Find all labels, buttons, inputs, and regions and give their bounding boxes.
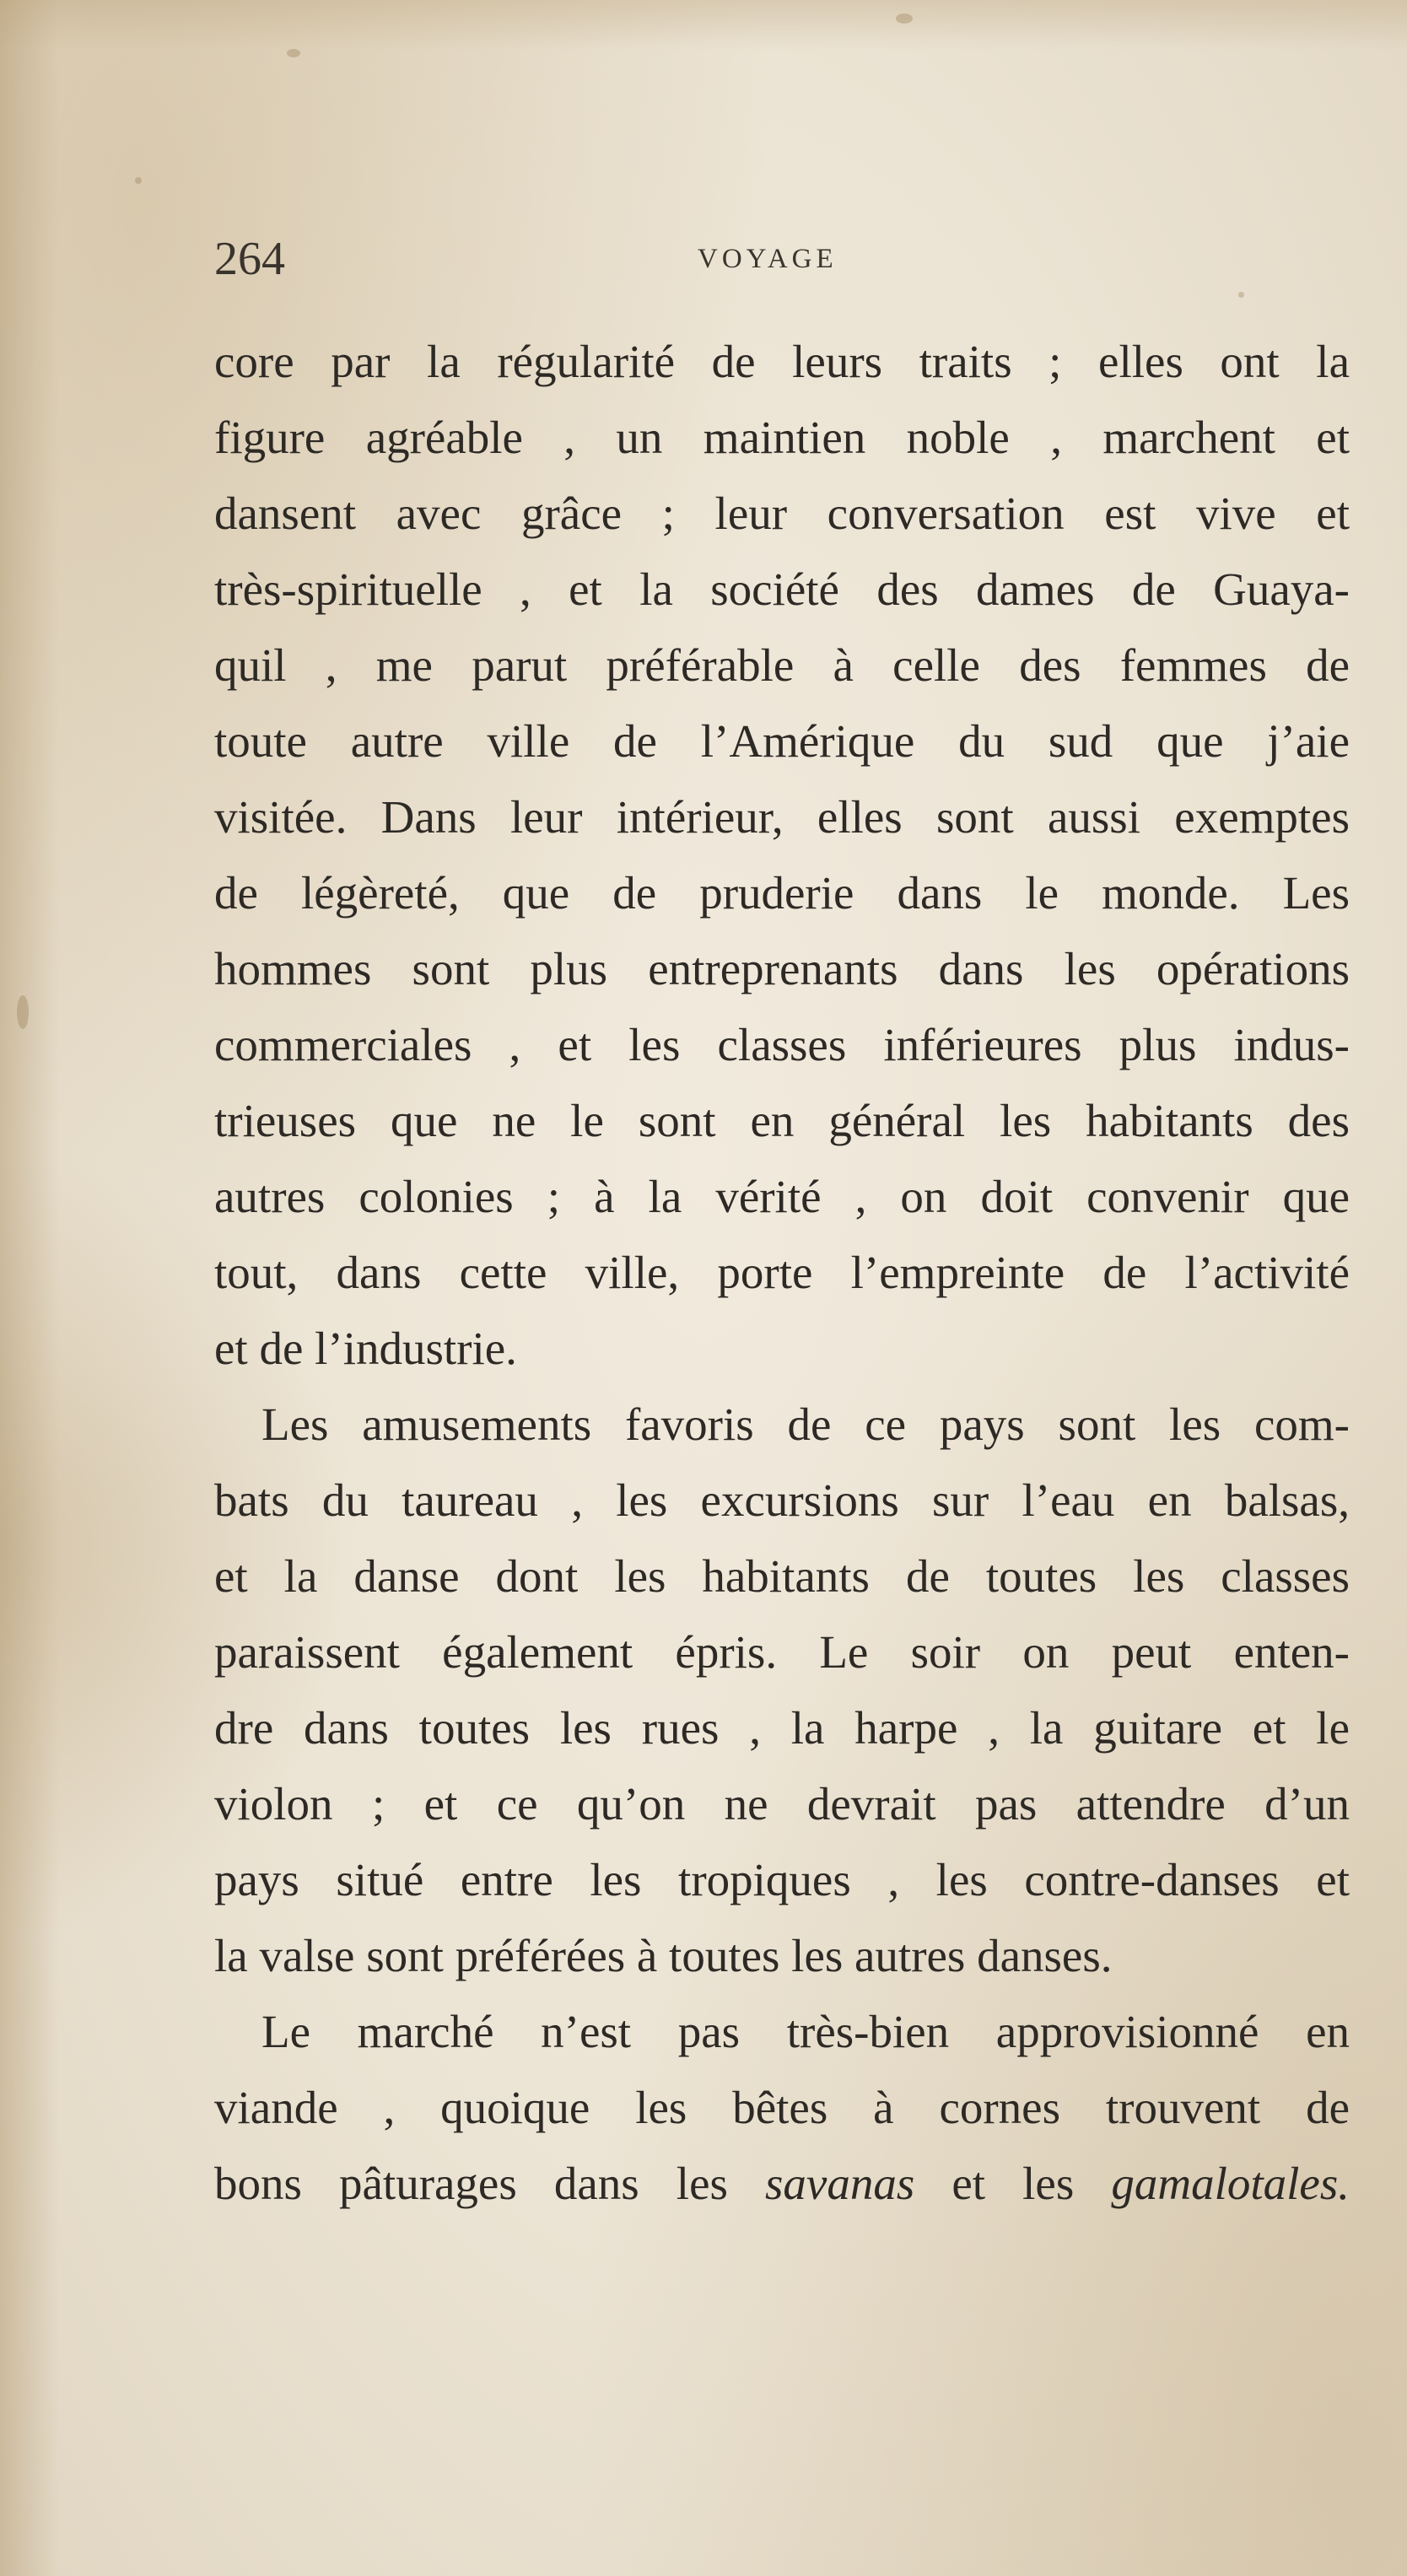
paper-spot [896, 13, 913, 24]
text-line: hommes sont plus entreprenants dans les opérations [214, 943, 1350, 994]
final-line-text: et les [914, 2158, 1112, 2209]
final-text-line [214, 2146, 1350, 2222]
text-line: tout, dans cette ville, porte l’empreinte de l’activité [214, 1247, 1350, 1298]
text-line: dansent avec grâce ; leur conversation est vive et [214, 488, 1350, 539]
paper-spot [1238, 292, 1244, 298]
text-line: de légèreté, que de pruderie dans le monde. Les [214, 867, 1350, 919]
text-line: violon ; et ce qu’on ne devrait pas attendre d’un [214, 1778, 1350, 1830]
text-line: quil , me parut préférable à celle des femmes de [214, 639, 1350, 691]
italic-term-gamalotales: gamalotales. [1111, 2158, 1350, 2209]
final-line-text: bons pâturages dans les [214, 2158, 765, 2209]
text-line: et la danse dont les habitants de toutes les classes [214, 1550, 1350, 1602]
text-line: bats du taureau , les excursions sur l’eau en balsas, [214, 1474, 1350, 1526]
text-line: pays situé entre les tropiques , les contre-danses et [214, 1854, 1350, 1905]
text-line: core par la régularité de leurs traits ; elles ont la [214, 336, 1350, 387]
text-line: visitée. Dans leur intérieur, elles sont aussi exemptes [214, 791, 1350, 843]
text-line: autres colonies ; à la vérité , on doit convenir que [214, 1171, 1350, 1222]
text-line: trieuses que ne le sont en général les habitants des [214, 1095, 1350, 1146]
text-line: viande , quoique les bêtes à cornes trouvent de [214, 2082, 1350, 2133]
paragraph-start-line: Le marché n’est pas très-bien approvisionné en [261, 2006, 1350, 2057]
page-header [214, 229, 1350, 288]
text-line: très-spirituelle , et la société des dames de Guaya- [214, 563, 1350, 615]
text-line: dre dans toutes les rues , la harpe , la guitare et le [214, 1702, 1350, 1754]
paper-spot [135, 177, 142, 184]
paragraph-end-line: et de l’industrie. [214, 1323, 517, 1374]
page-top-shadow [0, 0, 1407, 51]
page-number: 264 [214, 233, 285, 285]
text-line: toute autre ville de l’Amérique du sud que j’aie [214, 715, 1350, 767]
text-line: paraissent également épris. Le soir on peut enten- [214, 1626, 1350, 1678]
text-line: figure agréable , un maintien noble , marchent et [214, 412, 1350, 463]
paper-spot [287, 49, 300, 57]
paragraph-start-line: Les amusements favoris de ce pays sont les com- [261, 1398, 1350, 1450]
page-edge-shadow [0, 0, 59, 2576]
paper-spot [17, 995, 29, 1029]
body-text [214, 324, 1350, 2222]
italic-term-savanas: savanas [765, 2158, 915, 2209]
text-line: commerciales , et les classes inférieures plus indus- [214, 1019, 1350, 1070]
paragraph-end-line: la valse sont préférées à toutes les autres danses. [214, 1930, 1113, 1981]
running-title: VOYAGE [698, 244, 838, 274]
